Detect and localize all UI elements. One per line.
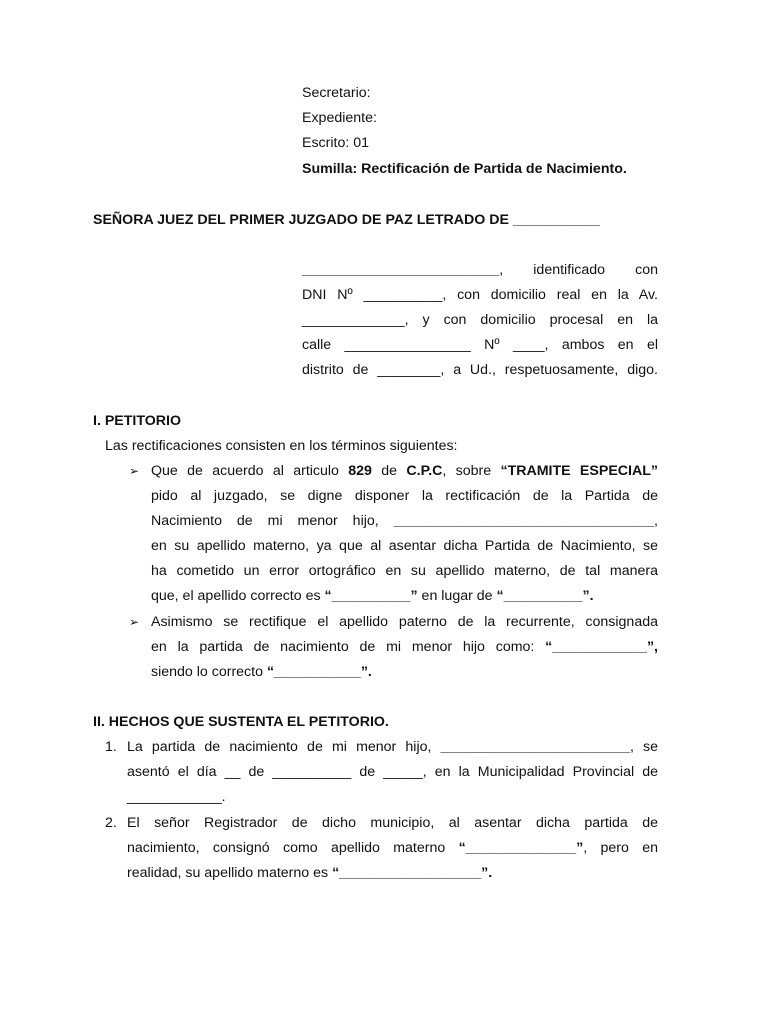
item2-line-2: en la partida de nacimiento de mi menor hijo como: “____________”, <box>151 639 658 655</box>
bullet-arrow-icon: ➢ <box>129 464 140 478</box>
intro-line-3: _____________, y con domicilio procesal en la <box>302 312 658 328</box>
intro-line-1: _________________________, identificado con <box>302 262 658 278</box>
hechos1-line-2: asentó el día __ de __________ de _____, en la Municipalidad Provincial de <box>127 764 658 780</box>
item2-line-1: Asimismo se rectifique el apellido paterno de la recurrente, consignada <box>151 614 658 630</box>
petitorio-heading: I. PETITORIO <box>93 413 182 429</box>
intro-paragraph <box>302 258 658 383</box>
item1-line-4: en su apellido materno, ya que al asentar dicha Partida de Nacimiento, se <box>151 538 658 554</box>
hechos-item-2 <box>127 811 658 886</box>
petitorio-item-2 <box>151 610 658 685</box>
hechos2-line-3: realidad, su apellido materno es “__________________”. <box>127 865 493 881</box>
hechos1-line-3: ____________. <box>127 789 226 805</box>
hechos-item-1 <box>127 735 658 810</box>
hechos2-line-1: El señor Registrador de dicho municipio, al asentar dicha partida de <box>127 815 658 831</box>
item1-line-6: que, el apellido correcto es “__________” en lugar de “__________”. <box>151 588 594 604</box>
petitorio-item-1 <box>151 459 658 609</box>
intro-line-4: calle ________________ Nº ____, ambos en el <box>302 337 658 353</box>
item1-line-2: pido al juzgado, se digne disponer la rectificación de la Partida de <box>151 488 658 504</box>
intro-line-2: DNI Nº __________, con domicilio real en la Av. <box>302 287 658 303</box>
item1-line-5: ha cometido un error ortográfico en su apellido materno, de tal manera <box>151 563 658 579</box>
item1-line-3: Nacimiento de mi menor hijo, _________________________________, <box>151 513 658 529</box>
hechos1-line-1: La partida de nacimiento de mi menor hijo, ________________________, se <box>127 739 659 755</box>
hechos-item-1-number: 1. <box>105 739 117 755</box>
addressee-heading: SEÑORA JUEZ DEL PRIMER JUZGADO DE PAZ LETRADO DE ___________ <box>93 212 600 228</box>
intro-name-blank: _________________________ <box>302 262 500 278</box>
intro-line-5: distrito de ________, a Ud., respetuosamente, digo. <box>302 362 658 378</box>
petitorio-intro: Las rectificaciones consisten en los términos siguientes: <box>105 438 458 454</box>
hechos-heading: II. HECHOS QUE SUSTENTA EL PETITORIO. <box>93 714 389 730</box>
hechos-item-2-number: 2. <box>105 815 117 831</box>
expediente-label: Expediente: <box>302 110 377 126</box>
hechos2-line-2: nacimiento, consignó como apellido materno “______________”, pero en <box>127 840 658 856</box>
bullet-arrow-icon: ➢ <box>129 615 140 629</box>
escrito-label: Escrito: 01 <box>302 135 370 151</box>
secretario-label: Secretario: <box>302 85 371 101</box>
item2-line-3: siendo lo correcto “___________”. <box>151 664 372 680</box>
sumilla-label: Sumilla: Rectificación de Partida de Nacimiento. <box>302 161 627 177</box>
item1-line-1: Que de acuerdo al articulo 829 de C.P.C, sobre “TRAMITE ESPECIAL” <box>151 463 658 479</box>
